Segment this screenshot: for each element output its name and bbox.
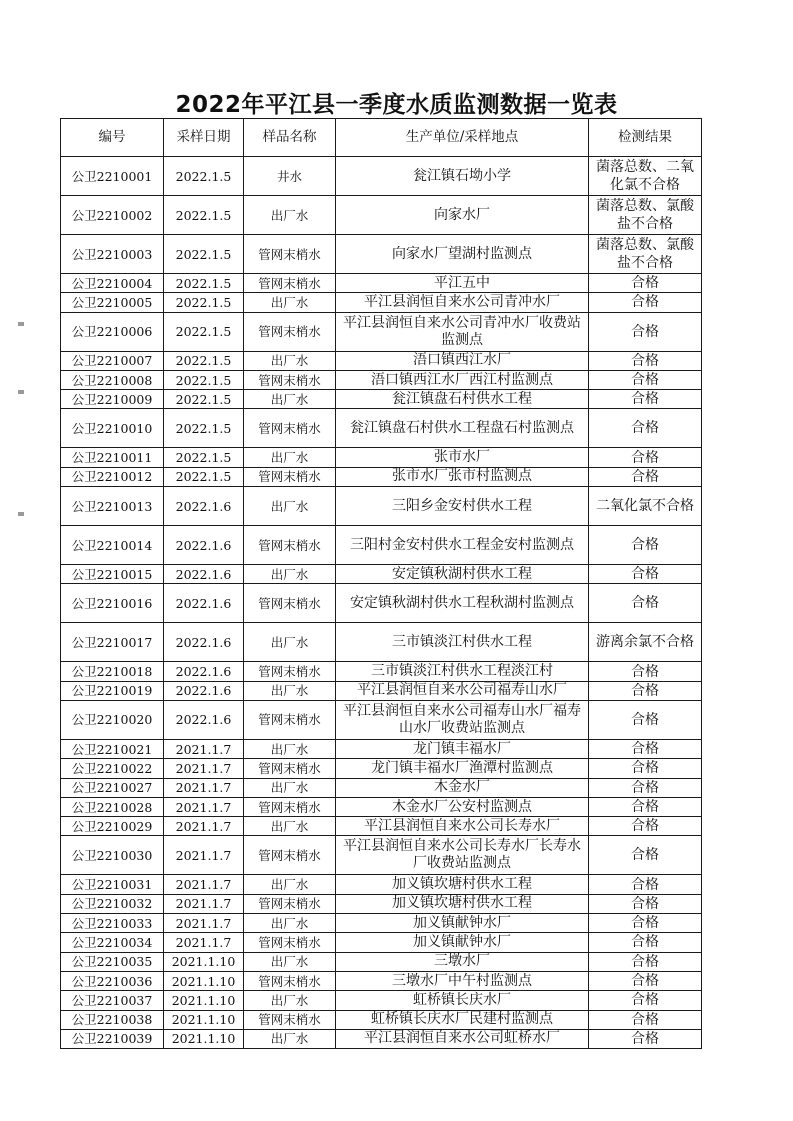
cell-id: 公卫2210008 xyxy=(61,370,164,389)
cell-date: 2022.1.6 xyxy=(164,526,244,565)
cell-location: 三墩水厂中午村监测点 xyxy=(336,971,589,990)
cell-date: 2021.1.7 xyxy=(164,914,244,933)
cell-result: 合格 xyxy=(589,971,702,990)
cell-location: 向家水厂望湖村监测点 xyxy=(336,235,589,274)
cell-id: 公卫2210013 xyxy=(61,487,164,526)
cell-sample: 管网末梢水 xyxy=(244,370,336,389)
cell-date: 2022.1.5 xyxy=(164,467,244,486)
cell-sample: 管网末梢水 xyxy=(244,933,336,952)
cell-result: 合格 xyxy=(589,914,702,933)
cell-result: 菌落总数、二氧化氯不合格 xyxy=(589,157,702,196)
cell-result: 合格 xyxy=(589,565,702,584)
cell-id: 公卫2210006 xyxy=(61,312,164,351)
cell-date: 2022.1.5 xyxy=(164,235,244,274)
cell-date: 2021.1.7 xyxy=(164,933,244,952)
cell-sample: 管网末梢水 xyxy=(244,797,336,816)
cell-location: 安定镇秋湖村供水工程秋湖村监测点 xyxy=(336,584,589,623)
cell-sample: 井水 xyxy=(244,157,336,196)
cell-result: 合格 xyxy=(589,778,702,797)
cell-sample: 管网末梢水 xyxy=(244,274,336,293)
cell-location: 张市水厂 xyxy=(336,448,589,467)
cell-location: 龙门镇丰福水厂渔潭村监测点 xyxy=(336,759,589,778)
table-row xyxy=(61,894,702,913)
scan-speck xyxy=(18,390,24,394)
table-row xyxy=(61,623,702,662)
cell-result: 合格 xyxy=(589,991,702,1010)
cell-sample: 管网末梢水 xyxy=(244,235,336,274)
cell-sample: 出厂水 xyxy=(244,914,336,933)
cell-location: 加义镇献钟水厂 xyxy=(336,933,589,952)
cell-sample: 出厂水 xyxy=(244,991,336,1010)
cell-sample: 出厂水 xyxy=(244,952,336,971)
cell-result: 合格 xyxy=(589,351,702,370)
table-row xyxy=(61,487,702,526)
cell-date: 2022.1.5 xyxy=(164,390,244,409)
table-row xyxy=(61,875,702,894)
table-row xyxy=(61,778,702,797)
cell-sample: 出厂水 xyxy=(244,817,336,836)
table-row xyxy=(61,739,702,758)
cell-id: 公卫2210032 xyxy=(61,894,164,913)
cell-date: 2021.1.10 xyxy=(164,1010,244,1029)
cell-location: 平江县润恒自来水公司福寿山水厂福寿山水厂收费站监测点 xyxy=(336,700,589,739)
cell-date: 2022.1.5 xyxy=(164,409,244,448)
cell-sample: 出厂水 xyxy=(244,565,336,584)
cell-sample: 出厂水 xyxy=(244,739,336,758)
cell-result: 合格 xyxy=(589,933,702,952)
table-row xyxy=(61,759,702,778)
cell-result: 菌落总数、氯酸盐不合格 xyxy=(589,235,702,274)
cell-id: 公卫2210009 xyxy=(61,390,164,409)
cell-sample: 管网末梢水 xyxy=(244,526,336,565)
cell-location: 平江县润恒自来水公司长寿水厂 xyxy=(336,817,589,836)
cell-location: 三阳村金安村供水工程金安村监测点 xyxy=(336,526,589,565)
cell-date: 2022.1.6 xyxy=(164,700,244,739)
cell-id: 公卫2210003 xyxy=(61,235,164,274)
cell-date: 2022.1.6 xyxy=(164,487,244,526)
page-title: 2022年平江县一季度水质监测数据一览表 xyxy=(175,92,618,118)
cell-location: 瓮江镇石坳小学 xyxy=(336,157,589,196)
cell-id: 公卫2210019 xyxy=(61,681,164,700)
cell-id: 公卫2210038 xyxy=(61,1010,164,1029)
cell-date: 2021.1.7 xyxy=(164,739,244,758)
cell-result: 合格 xyxy=(589,836,702,875)
cell-sample: 管网末梢水 xyxy=(244,759,336,778)
scan-speck xyxy=(18,322,24,326)
cell-result: 合格 xyxy=(589,797,702,816)
table-row xyxy=(61,370,702,389)
cell-location: 龙门镇丰福水厂 xyxy=(336,739,589,758)
cell-sample: 管网末梢水 xyxy=(244,662,336,681)
cell-result: 合格 xyxy=(589,274,702,293)
table-row xyxy=(61,390,702,409)
cell-result: 合格 xyxy=(589,467,702,486)
cell-id: 公卫2210034 xyxy=(61,933,164,952)
cell-date: 2021.1.7 xyxy=(164,894,244,913)
cell-date: 2022.1.5 xyxy=(164,370,244,389)
table-row xyxy=(61,584,702,623)
table-row xyxy=(61,914,702,933)
cell-result: 合格 xyxy=(589,312,702,351)
cell-date: 2021.1.10 xyxy=(164,1029,244,1048)
cell-result: 合格 xyxy=(589,817,702,836)
cell-sample: 出厂水 xyxy=(244,196,336,235)
cell-id: 公卫2210031 xyxy=(61,875,164,894)
cell-location: 三阳乡金安村供水工程 xyxy=(336,487,589,526)
cell-location: 平江县润恒自来水公司长寿水厂长寿水厂收费站监测点 xyxy=(336,836,589,875)
cell-result: 合格 xyxy=(589,390,702,409)
cell-location: 瓮江镇盘石村供水工程盘石村监测点 xyxy=(336,409,589,448)
cell-location: 平江县润恒自来水公司福寿山水厂 xyxy=(336,681,589,700)
table-row xyxy=(61,448,702,467)
cell-id: 公卫2210027 xyxy=(61,778,164,797)
header-sample: 样品名称 xyxy=(244,119,336,157)
cell-sample: 管网末梢水 xyxy=(244,467,336,486)
cell-result: 合格 xyxy=(589,1010,702,1029)
cell-location: 加义镇献钟水厂 xyxy=(336,914,589,933)
cell-result: 合格 xyxy=(589,584,702,623)
cell-id: 公卫2210021 xyxy=(61,739,164,758)
cell-date: 2021.1.10 xyxy=(164,952,244,971)
cell-id: 公卫2210039 xyxy=(61,1029,164,1048)
table-row xyxy=(61,817,702,836)
table-row xyxy=(61,1010,702,1029)
cell-id: 公卫2210028 xyxy=(61,797,164,816)
cell-sample: 出厂水 xyxy=(244,487,336,526)
table-row xyxy=(61,991,702,1010)
table-row xyxy=(61,681,702,700)
cell-id: 公卫2210030 xyxy=(61,836,164,875)
cell-location: 平江县润恒自来水公司青冲水厂 xyxy=(336,293,589,312)
table-row xyxy=(61,409,702,448)
cell-date: 2022.1.5 xyxy=(164,157,244,196)
cell-location: 平江县润恒自来水公司虹桥水厂 xyxy=(336,1029,589,1048)
cell-result: 合格 xyxy=(589,448,702,467)
cell-date: 2021.1.7 xyxy=(164,797,244,816)
cell-result: 合格 xyxy=(589,739,702,758)
cell-id: 公卫2210017 xyxy=(61,623,164,662)
table-row xyxy=(61,1029,702,1048)
cell-id: 公卫2210005 xyxy=(61,293,164,312)
cell-date: 2021.1.7 xyxy=(164,875,244,894)
cell-result: 游离余氯不合格 xyxy=(589,623,702,662)
cell-id: 公卫2210036 xyxy=(61,971,164,990)
cell-id: 公卫2210012 xyxy=(61,467,164,486)
cell-result: 合格 xyxy=(589,370,702,389)
cell-sample: 管网末梢水 xyxy=(244,1010,336,1029)
table-row xyxy=(61,196,702,235)
table-row xyxy=(61,971,702,990)
cell-result: 二氧化氯不合格 xyxy=(589,487,702,526)
cell-location: 三市镇淡江村供水工程 xyxy=(336,623,589,662)
cell-result: 合格 xyxy=(589,700,702,739)
cell-id: 公卫2210018 xyxy=(61,662,164,681)
table-row xyxy=(61,235,702,274)
cell-date: 2022.1.6 xyxy=(164,584,244,623)
table-row xyxy=(61,526,702,565)
cell-id: 公卫2210016 xyxy=(61,584,164,623)
cell-location: 加义镇坎塘村供水工程 xyxy=(336,875,589,894)
table-row xyxy=(61,565,702,584)
cell-date: 2022.1.6 xyxy=(164,681,244,700)
cell-result: 合格 xyxy=(589,759,702,778)
cell-date: 2021.1.10 xyxy=(164,991,244,1010)
header-location: 生产单位/采样地点 xyxy=(336,119,589,157)
cell-location: 向家水厂 xyxy=(336,196,589,235)
cell-sample: 管网末梢水 xyxy=(244,409,336,448)
cell-date: 2022.1.5 xyxy=(164,274,244,293)
cell-sample: 出厂水 xyxy=(244,448,336,467)
cell-location: 三墩水厂 xyxy=(336,952,589,971)
cell-sample: 管网末梢水 xyxy=(244,894,336,913)
table-row xyxy=(61,662,702,681)
cell-sample: 出厂水 xyxy=(244,351,336,370)
cell-location: 张市水厂张市村监测点 xyxy=(336,467,589,486)
header-date: 采样日期 xyxy=(164,119,244,157)
table-row xyxy=(61,467,702,486)
cell-location: 木金水厂 xyxy=(336,778,589,797)
cell-id: 公卫2210029 xyxy=(61,817,164,836)
cell-location: 浯口镇西江水厂西江村监测点 xyxy=(336,370,589,389)
table-row xyxy=(61,797,702,816)
header-result: 检测结果 xyxy=(589,119,702,157)
cell-result: 合格 xyxy=(589,1029,702,1048)
cell-id: 公卫2210033 xyxy=(61,914,164,933)
scan-speck xyxy=(18,512,24,516)
cell-id: 公卫2210002 xyxy=(61,196,164,235)
cell-result: 合格 xyxy=(589,875,702,894)
cell-location: 加义镇坎塘村供水工程 xyxy=(336,894,589,913)
cell-result: 合格 xyxy=(589,952,702,971)
cell-id: 公卫2210037 xyxy=(61,991,164,1010)
cell-id: 公卫2210014 xyxy=(61,526,164,565)
cell-result: 菌落总数、氯酸盐不合格 xyxy=(589,196,702,235)
table-row xyxy=(61,351,702,370)
cell-date: 2022.1.5 xyxy=(164,196,244,235)
cell-result: 合格 xyxy=(589,293,702,312)
cell-sample: 管网末梢水 xyxy=(244,312,336,351)
cell-date: 2022.1.5 xyxy=(164,312,244,351)
table-row xyxy=(61,836,702,875)
cell-date: 2022.1.5 xyxy=(164,351,244,370)
table-row xyxy=(61,952,702,971)
cell-result: 合格 xyxy=(589,526,702,565)
cell-sample: 出厂水 xyxy=(244,293,336,312)
cell-date: 2022.1.5 xyxy=(164,293,244,312)
cell-location: 安定镇秋湖村供水工程 xyxy=(336,565,589,584)
cell-date: 2021.1.7 xyxy=(164,817,244,836)
cell-location: 瓮江镇盘石村供水工程 xyxy=(336,390,589,409)
table-body xyxy=(61,157,702,1049)
cell-sample: 管网末梢水 xyxy=(244,584,336,623)
cell-id: 公卫2210004 xyxy=(61,274,164,293)
cell-date: 2021.1.7 xyxy=(164,836,244,875)
cell-sample: 出厂水 xyxy=(244,623,336,662)
header-id: 编号 xyxy=(61,119,164,157)
cell-sample: 管网末梢水 xyxy=(244,836,336,875)
cell-date: 2022.1.6 xyxy=(164,565,244,584)
cell-location: 平江五中 xyxy=(336,274,589,293)
table-row xyxy=(61,700,702,739)
cell-sample: 出厂水 xyxy=(244,390,336,409)
cell-date: 2021.1.7 xyxy=(164,759,244,778)
cell-date: 2021.1.10 xyxy=(164,971,244,990)
cell-id: 公卫2210011 xyxy=(61,448,164,467)
cell-location: 木金水厂公安村监测点 xyxy=(336,797,589,816)
cell-id: 公卫2210022 xyxy=(61,759,164,778)
cell-sample: 出厂水 xyxy=(244,875,336,894)
cell-sample: 出厂水 xyxy=(244,1029,336,1048)
cell-id: 公卫2210035 xyxy=(61,952,164,971)
cell-location: 平江县润恒自来水公司青冲水厂收费站监测点 xyxy=(336,312,589,351)
table-row xyxy=(61,274,702,293)
table-row xyxy=(61,293,702,312)
cell-result: 合格 xyxy=(589,662,702,681)
cell-sample: 出厂水 xyxy=(244,778,336,797)
cell-result: 合格 xyxy=(589,894,702,913)
table-row xyxy=(61,157,702,196)
cell-id: 公卫2210001 xyxy=(61,157,164,196)
cell-date: 2021.1.7 xyxy=(164,778,244,797)
cell-sample: 管网末梢水 xyxy=(244,700,336,739)
cell-id: 公卫2210007 xyxy=(61,351,164,370)
cell-location: 虹桥镇长庆水厂民建村监测点 xyxy=(336,1010,589,1029)
cell-location: 浯口镇西江水厂 xyxy=(336,351,589,370)
cell-sample: 出厂水 xyxy=(244,681,336,700)
cell-date: 2022.1.6 xyxy=(164,623,244,662)
table-header-row xyxy=(61,119,702,157)
cell-result: 合格 xyxy=(589,681,702,700)
cell-location: 虹桥镇长庆水厂 xyxy=(336,991,589,1010)
cell-location: 三市镇淡江村供水工程淡江村 xyxy=(336,662,589,681)
cell-sample: 管网末梢水 xyxy=(244,971,336,990)
table-row xyxy=(61,933,702,952)
cell-date: 2022.1.6 xyxy=(164,662,244,681)
cell-id: 公卫2210015 xyxy=(61,565,164,584)
water-quality-table xyxy=(60,118,702,1049)
table-row xyxy=(61,312,702,351)
cell-date: 2022.1.5 xyxy=(164,448,244,467)
cell-result: 合格 xyxy=(589,409,702,448)
cell-id: 公卫2210010 xyxy=(61,409,164,448)
cell-id: 公卫2210020 xyxy=(61,700,164,739)
